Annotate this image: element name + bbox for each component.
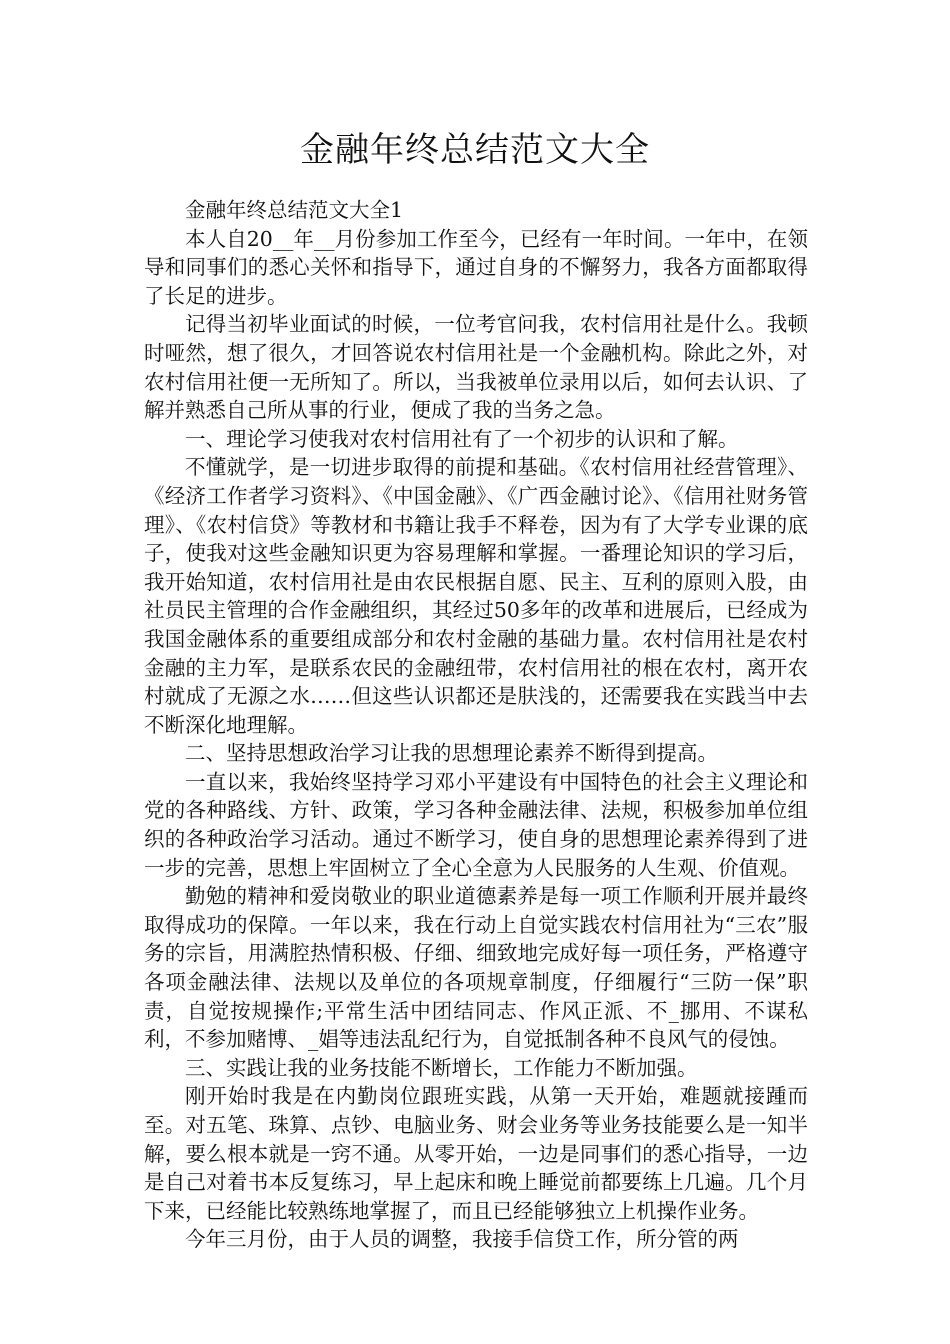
subheading: 二、坚持思想政治学习让我的思想理论素养不断得到提高。 bbox=[185, 741, 718, 766]
paragraph: 刚开始时我是在内勤岗位跟班实践，从第一天开始，难题就接踵而至。对五笔、珠算、点钞、电脑业务、财会业务等业务技能要么是一知半解，要么根本就是一窍不通。从零开始，一边是同事们的悉心指导，一边是自己对着书本反复练习，早上起床和晚上睡觉前都要练上几遍。几个月下来，已经能比较熟练地掌握了，而且已经能够独立上机操作业务。 bbox=[144, 1084, 808, 1223]
paragraph: 本人自20__年__月份参加工作至今，已经有一年时间。一年中，在领导和同事们的悉心关怀和指导下，通过自身的不懈努力，我各方面都取得了长足的进步。 bbox=[144, 226, 808, 308]
paragraph: 勤勉的精神和爱岗敬业的职业道德素养是每一项工作顺利开展并最终取得成功的保障。一年以来，我在行动上自觉实践农村信用社为“三农”服务的宗旨，用满腔热情积极、仔细、细致地完成好每一项任务，严格遵守各项金融法律、法规以及单位的各项规章制度，仔细履行“三防一保”职责，自觉按规操作;平常生活中团结同志、作风正派、不_挪用、不谋私利，不参加赌博、_娼等违法乱纪行为，自觉抵制各种不良风气的侵蚀。 bbox=[144, 884, 808, 1052]
subheading: 一、理论学习使我对农村信用社有了一个初步的认识和了解。 bbox=[185, 426, 739, 451]
document-body bbox=[144, 196, 808, 1254]
subheading: 三、实践让我的业务技能不断增长，工作能力不断加强。 bbox=[185, 1055, 698, 1080]
paragraph: 一直以来，我始终坚持学习邓小平建设有中国特色的社会主义理论和党的各种路线、方针、政策，学习各种金融法律、法规，积极参加单位组织的各种政治学习活动。通过不断学习，使自身的思想理论素养得到了进一步的完善，思想上牢固树立了全心全意为人民服务的人生观、价值观。 bbox=[144, 769, 808, 880]
paragraph: 今年三月份，由于人员的调整，我接手信贷工作，所分管的两 bbox=[185, 1227, 739, 1252]
section-heading: 金融年终总结范文大全1 bbox=[185, 198, 404, 222]
paragraph: 不懂就学，是一切进步取得的前提和基础。《农村信用社经营管理》、《经济工作者学习资料》、《中国金融》、《广西金融讨论》、《信用社财务管理》、《农村信贷》等教材和书籍让我手不释卷，因为有了大学专业课的底子，使我对这些金融知识更为容易理解和掌握。一番理论知识的学习后，我开始知道，农村信用社是由农民根据自愿、民主、互利的原则入股，由社员民主管理的合作金融组织，其经过50多年的改革和进展后，已经成为我国金融体系的重要组成部分和农村金融的基础力量。农村信用社是农村金融的主力军，是联系农民的金融纽带，农村信用社的根在农村，离开农村就成了无源之水……但这些认识都还是肤浅的，还需要我在实践当中去不断深化地理解。 bbox=[144, 455, 808, 737]
paragraph: 记得当初毕业面试的时候，一位考官问我，农村信用社是什么。我顿时哑然，想了很久，才回答说农村信用社是一个金融机构。除此之外，对农村信用社便一无所知了。所以，当我被单位录用以后，如何去认识、了解并熟悉自己所从事的行业，便成了我的当务之急。 bbox=[144, 312, 808, 423]
document-title: 金融年终总结范文大全 bbox=[300, 130, 650, 170]
